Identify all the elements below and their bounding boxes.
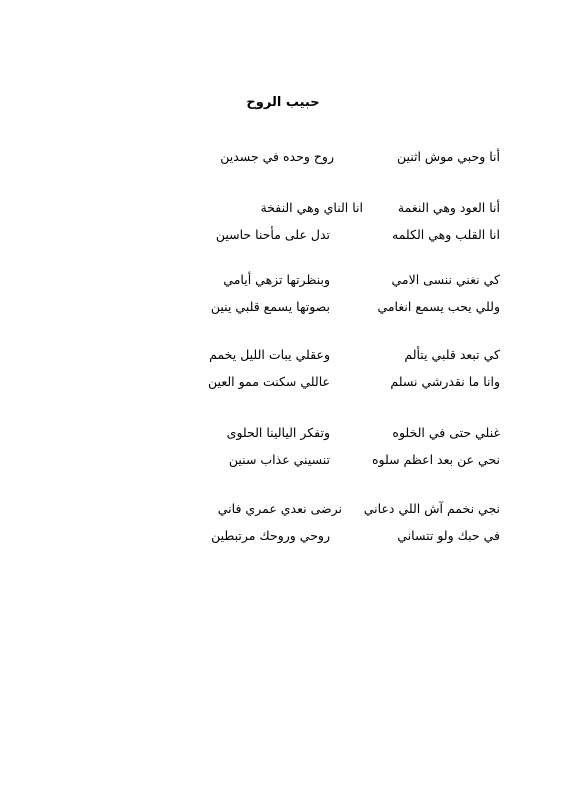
verse-second-half: وعقلي يبات الليل يخمم (209, 347, 330, 362)
verse-first-half: في حبك ولو تتساني (397, 528, 500, 543)
verse-line (0, 424, 566, 442)
verse-line (0, 500, 566, 518)
verse-second-half: وتفكر اليالينا الحلوى (226, 425, 330, 440)
verse-second-half: تنسيني عذاب سنين (228, 452, 330, 467)
verse-line (0, 298, 566, 316)
verse-second-half: انا الناي وهي النفخة (260, 200, 363, 215)
verse-second-half: وبنظرتها تزهي أيامي (223, 272, 330, 287)
verse-first-half: وانا ما نقدرشي نسلم (390, 374, 500, 389)
verse-first-half: وللي يحب يسمع انغامي (377, 299, 500, 314)
verse-line (0, 271, 566, 289)
verse-second-half: تدل على مأحنا حاسين (215, 227, 330, 242)
verse-line (0, 373, 566, 391)
verse-second-half: عاللي سكنت ممو العين (208, 374, 330, 389)
verse-second-half: روحي وروحك مرتبطين (211, 528, 330, 543)
verse-first-half: أنا العود وهي النغمة (397, 200, 500, 215)
verse-line (0, 199, 566, 217)
verse-second-half: نرضى نعدي عمري فاني (217, 501, 342, 516)
verse-second-half: بصوتها يسمع قلبي ينين (210, 299, 330, 314)
verse-first-half: انا القلب وهي الكلمه (392, 227, 500, 242)
verse-first-half: أنا وحبي موش اثنين (396, 149, 500, 164)
verse-line (0, 148, 566, 166)
poem-title-text: حبيب الروح (246, 95, 320, 110)
verse-second-half: روح وحده في جسدين (220, 149, 334, 164)
verse-line (0, 451, 566, 469)
verse-first-half: نجي نخمم آش اللي دعاني (363, 501, 500, 516)
verse-line (0, 527, 566, 545)
verse-first-half: كي تبعد قلبي يتألم (404, 347, 500, 362)
poem-title (0, 94, 566, 112)
verse-line (0, 226, 566, 244)
verse-first-half: نحي عن بعد اعظم سلوه (371, 452, 500, 467)
verse-first-half: كي نغني ننسى الامي (391, 272, 500, 287)
verse-first-half: غنلي حتى في الخلوه (392, 425, 500, 440)
verse-line (0, 346, 566, 364)
